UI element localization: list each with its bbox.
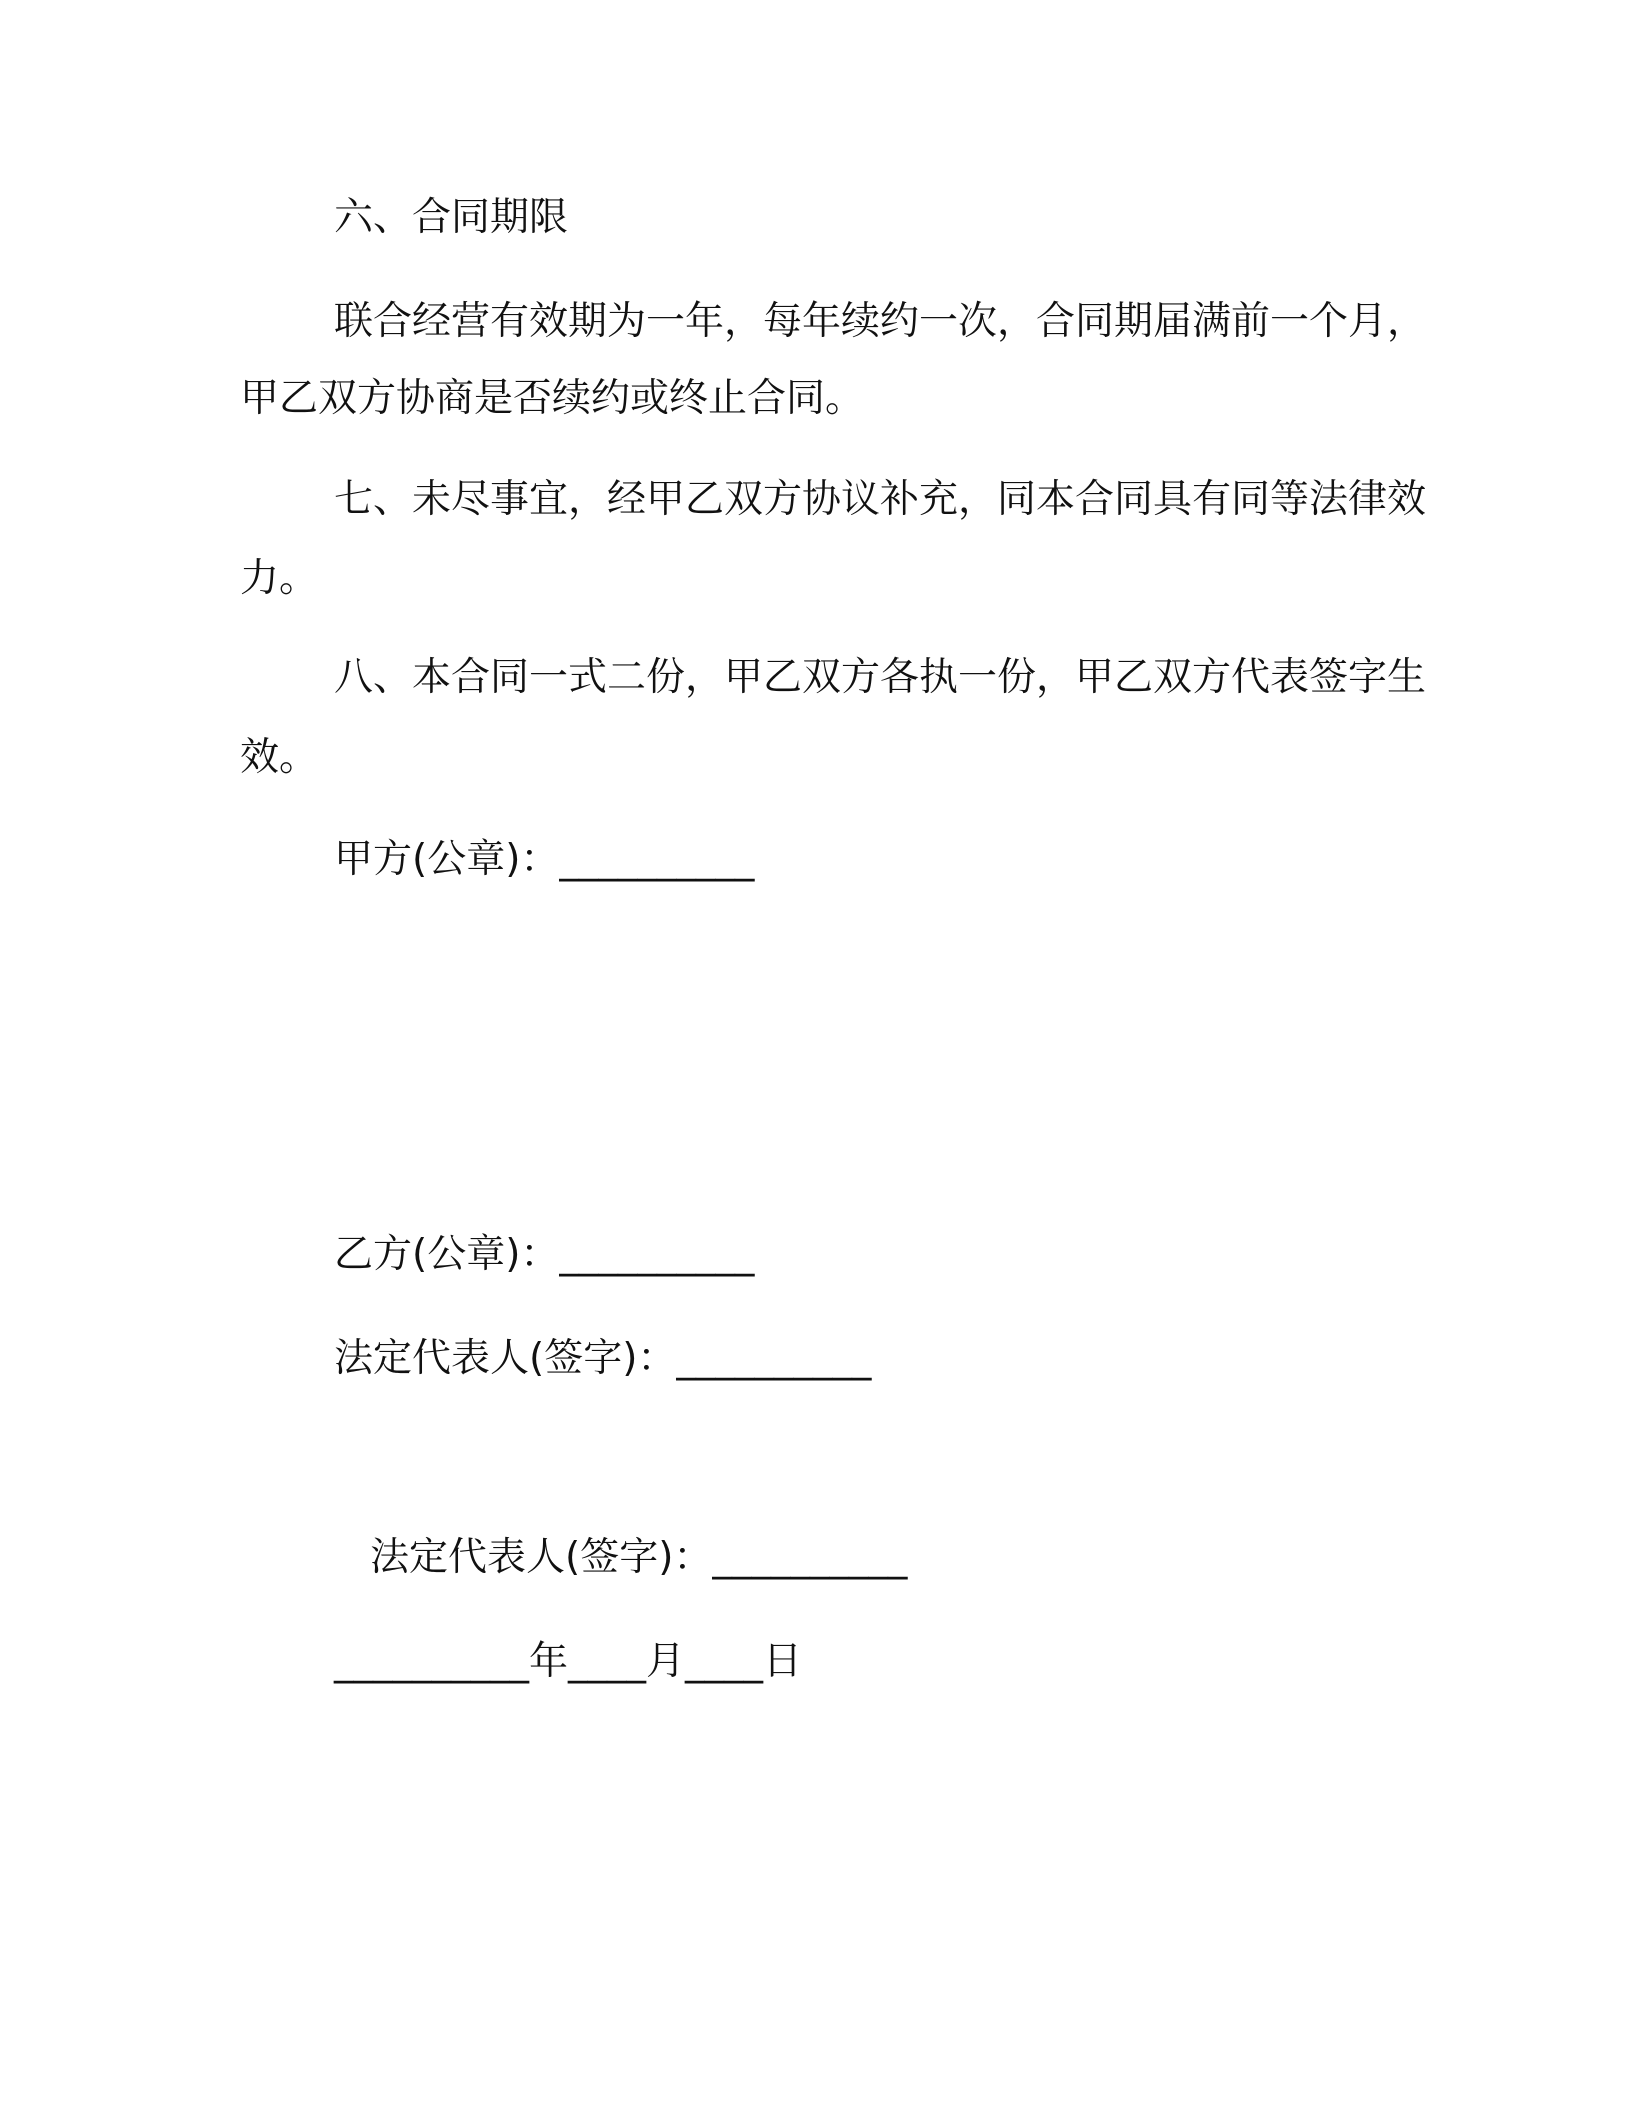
section-7-line-2: 力。 xyxy=(240,556,319,601)
section-8-line-2: 效。 xyxy=(240,735,319,780)
section-6-body-line-1: 联合经营有效期为一年，每年续约一次，合同期届满前一个月， xyxy=(334,299,1427,344)
party-b-seal-line: 乙方(公章)：__________ xyxy=(334,1232,755,1277)
section-6-heading: 六、合同期限 xyxy=(334,195,569,240)
section-7-line-1: 七、未尽事宜，经甲乙双方协议补充，同本合同具有同等法律效 xyxy=(334,477,1427,522)
legal-representative-signature-line-2: 法定代表人(签字)：__________ xyxy=(370,1535,908,1580)
date-line: __________年____月____日 xyxy=(334,1639,803,1684)
legal-representative-signature-line-1: 法定代表人(签字)：__________ xyxy=(334,1336,872,1381)
section-6-body-line-2: 甲乙双方协商是否续约或终止合同。 xyxy=(240,376,865,421)
party-a-seal-line: 甲方(公章)：__________ xyxy=(334,837,755,882)
section-8-line-1: 八、本合同一式二份，甲乙双方各执一份，甲乙双方代表签字生 xyxy=(334,655,1427,700)
